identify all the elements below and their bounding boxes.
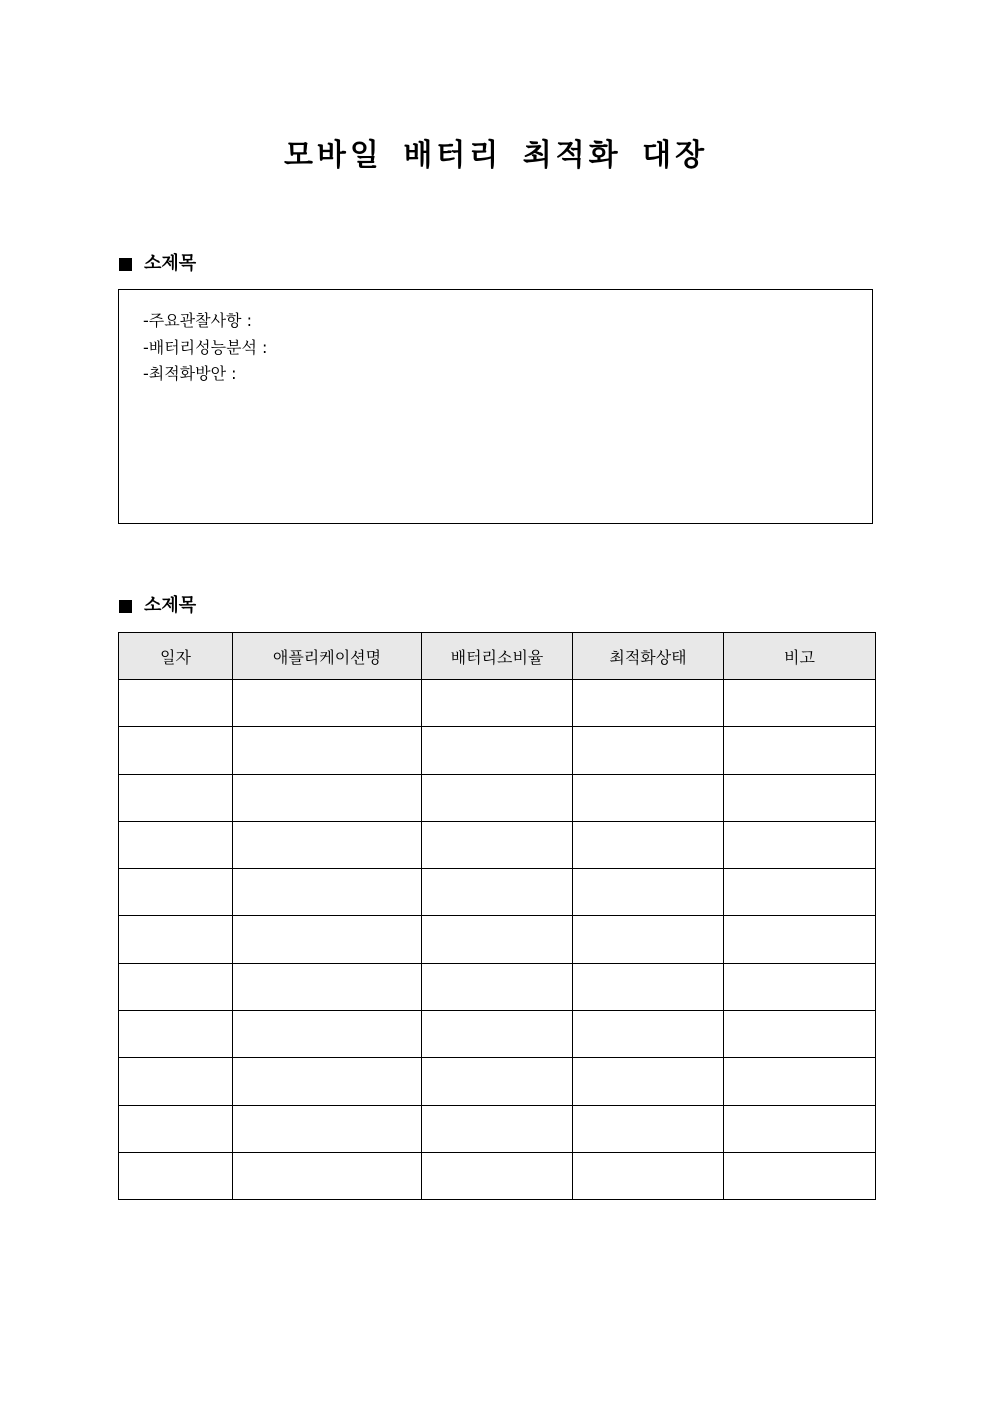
table-cell[interactable] <box>119 1105 233 1152</box>
table-cell[interactable] <box>233 1011 422 1058</box>
table-cell[interactable] <box>422 869 573 916</box>
table-cell[interactable] <box>422 1152 573 1199</box>
table-cell[interactable] <box>119 869 233 916</box>
table-row <box>119 869 876 916</box>
table-row <box>119 1011 876 1058</box>
note-optimization-plan: -최적화방안 : <box>143 364 237 383</box>
table-cell[interactable] <box>724 1011 876 1058</box>
table-cell[interactable] <box>573 1105 724 1152</box>
table-cell[interactable] <box>422 1105 573 1152</box>
table-cell[interactable] <box>119 821 233 868</box>
table-cell[interactable] <box>573 1152 724 1199</box>
table-row <box>119 680 876 727</box>
section-heading-table <box>119 594 196 618</box>
column-header-optimization-status: 최적화상태 <box>573 633 724 680</box>
table-cell[interactable] <box>119 680 233 727</box>
note-battery-analysis: -배터리성능분석 : <box>143 337 268 357</box>
column-header-remarks: 비고 <box>724 633 876 680</box>
table-cell[interactable] <box>233 916 422 963</box>
table-row <box>119 774 876 821</box>
table-row <box>119 1105 876 1152</box>
table-row <box>119 727 876 774</box>
table-cell[interactable] <box>233 680 422 727</box>
table-cell[interactable] <box>119 963 233 1010</box>
table-cell[interactable] <box>724 727 876 774</box>
table-cell[interactable] <box>422 727 573 774</box>
notes-box[interactable] <box>118 289 873 524</box>
table-cell[interactable] <box>724 1058 876 1105</box>
battery-log-table <box>118 632 876 1200</box>
table-cell[interactable] <box>573 821 724 868</box>
table-row <box>119 916 876 963</box>
table-cell[interactable] <box>573 727 724 774</box>
table-cell[interactable] <box>724 1152 876 1199</box>
table-row <box>119 821 876 868</box>
table-cell[interactable] <box>724 963 876 1010</box>
table-cell[interactable] <box>233 963 422 1010</box>
table-cell[interactable] <box>422 963 573 1010</box>
note-observations: -주요관찰사항 : <box>143 311 252 330</box>
table-cell[interactable] <box>573 774 724 821</box>
table-cell[interactable] <box>119 916 233 963</box>
column-header-date: 일자 <box>119 633 233 680</box>
table-cell[interactable] <box>724 1105 876 1152</box>
table-header-row <box>119 633 876 680</box>
column-header-battery-usage: 배터리소비율 <box>422 633 573 680</box>
column-header-app-name: 애플리케이션명 <box>233 633 422 680</box>
table-cell[interactable] <box>119 1058 233 1105</box>
table-cell[interactable] <box>573 1011 724 1058</box>
section-heading-notes <box>119 252 196 276</box>
table-cell[interactable] <box>119 1152 233 1199</box>
table-cell[interactable] <box>422 680 573 727</box>
table-cell[interactable] <box>119 1011 233 1058</box>
section-heading-label: 소제목 <box>144 595 197 616</box>
black-square-icon <box>119 258 132 271</box>
table-cell[interactable] <box>724 774 876 821</box>
table-cell[interactable] <box>724 680 876 727</box>
table-cell[interactable] <box>233 869 422 916</box>
black-square-icon <box>119 600 132 613</box>
table-cell[interactable] <box>233 1058 422 1105</box>
table-cell[interactable] <box>422 1011 573 1058</box>
table-cell[interactable] <box>573 1058 724 1105</box>
table-cell[interactable] <box>233 821 422 868</box>
table-cell[interactable] <box>422 774 573 821</box>
table-cell[interactable] <box>119 774 233 821</box>
table-cell[interactable] <box>724 869 876 916</box>
table-cell[interactable] <box>233 1152 422 1199</box>
section-heading-label: 소제목 <box>144 253 197 274</box>
table-row <box>119 1058 876 1105</box>
table-cell[interactable] <box>422 916 573 963</box>
table-cell[interactable] <box>573 963 724 1010</box>
table-cell[interactable] <box>724 821 876 868</box>
table-cell[interactable] <box>573 916 724 963</box>
table-cell[interactable] <box>573 869 724 916</box>
table-row <box>119 1152 876 1199</box>
table-cell[interactable] <box>422 821 573 868</box>
page-title: 모바일 배터리 최적화 대장 <box>283 138 709 173</box>
table-cell[interactable] <box>573 680 724 727</box>
table-cell[interactable] <box>233 1105 422 1152</box>
table-cell[interactable] <box>724 916 876 963</box>
table-row <box>119 963 876 1010</box>
table-cell[interactable] <box>233 774 422 821</box>
table-cell[interactable] <box>422 1058 573 1105</box>
table-cell[interactable] <box>233 727 422 774</box>
table-cell[interactable] <box>119 727 233 774</box>
